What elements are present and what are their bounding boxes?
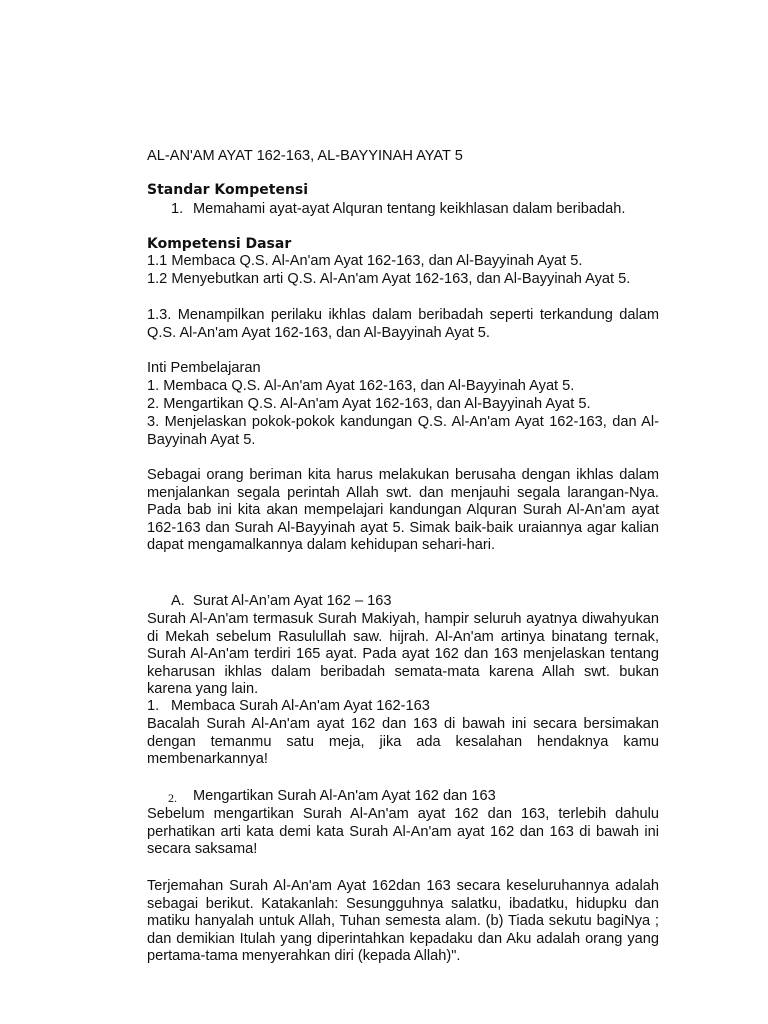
sub2-paragraph: Sebelum mengartikan Surah Al-An'am ayat 162 dan 163, terlebih dahulu perhatikan arti kata demi kata Surah Al-An'am ayat 162 dan 163 di bawah ini secara saksama! — [147, 806, 659, 858]
section-a-label: A. — [171, 593, 185, 609]
kompetensi-item-1: 1.1 Membaca Q.S. Al-An'am Ayat 162-163, dan Al-Bayyinah Ayat 5. — [147, 253, 583, 269]
standar-item-text: Memahami ayat-ayat Alquran tentang keikhlasan dalam beribadah. — [193, 201, 626, 217]
kompetensi-item-2: 1.2 Menyebutkan arti Q.S. Al-An'am Ayat 162-163, dan Al-Bayyinah Ayat 5. — [147, 271, 631, 287]
sub1-paragraph: Bacalah Surah Al-An'am ayat 162 dan 163 di bawah ini secara bersimakan dengan temanmu satu meja, jika ada kesalahan hendaknya kamu membenarkannya! — [147, 716, 659, 768]
kompetensi-item-3: 1.3. Menampilkan perilaku ikhlas dalam beribadah seperti terkandung dalam Q.S. Al-An'am Ayat 162-163, dan Al-Bayyinah Ayat 5. — [147, 307, 659, 341]
inti-heading: Inti Pembelajaran — [147, 360, 261, 376]
sub1-label: 1. — [147, 698, 160, 714]
inti-item-3: 3. Menjelaskan pokok-pokok kandungan Q.S. Al-An'am Ayat 162-163, dan Al-Bayyinah Ayat 5. — [147, 414, 659, 448]
section-a-paragraph: Surah Al-An'am termasuk Surah Makiyah, hampir seluruh ayatnya diwahyukan di Mekah sebelum Rasulullah saw. hijrah. Al-An'am artinya binatang ternak, Surah Al-An'am terdiri 165 ayat. Pada ayat 162 dan 163 menjelaskan tentang keharusan ikhlas dalam beribadah semata-mata karena Allah swt. bukan karena yang lain. — [147, 611, 659, 698]
document-title: AL-AN'AM AYAT 162-163, AL-BAYYINAH AYAT 5 — [147, 148, 463, 164]
section-a-title: Surat Al-An’am Ayat 162 – 163 — [193, 593, 392, 609]
sub1-title: Membaca Surah Al-An'am Ayat 162-163 — [171, 698, 430, 714]
sub2-label: 2. — [168, 791, 177, 805]
inti-item-2: 2. Mengartikan Q.S. Al-An'am Ayat 162-163, dan Al-Bayyinah Ayat 5. — [147, 396, 591, 412]
kompetensi-heading: Kompetensi Dasar — [147, 236, 292, 252]
inti-item-1: 1. Membaca Q.S. Al-An'am Ayat 162-163, dan Al-Bayyinah Ayat 5. — [147, 378, 575, 394]
standar-heading: Standar Kompetensi — [147, 182, 309, 198]
sub2-title: Mengartikan Surah Al-An'am Ayat 162 dan 163 — [193, 788, 496, 804]
intro-paragraph: Sebagai orang beriman kita harus melakukan berusaha dengan ikhlas dalam menjalankan segala perintah Allah swt. dan menjauhi segala larangan-Nya. Pada bab ini kita akan mempelajari kandungan Alquran Surah Al-An'am ayat 162-163 dan Surah Al-Bayyinah ayat 5. Simak baik-baik uraiannya agar kalian dapat mengamalkannya dalam kehidupan sehari-hari. — [147, 467, 659, 554]
terjemahan-paragraph: Terjemahan Surah Al-An'am Ayat 162dan 163 secara keseluruhannya adalah sebagai berikut. Katakanlah: Sesungguhnya salatku, ibadatku, hidupku dan matiku hanyalah untuk Allah, Tuhan semesta alam. (b) Tiada sekutu bagiNya ; dan demikian Itulah yang diperintahkan kepadaku dan Aku adalah orang yang pertama-tama menyerahkan diri (kepada Allah)". — [147, 878, 659, 965]
standar-item-number: 1. — [171, 201, 184, 217]
